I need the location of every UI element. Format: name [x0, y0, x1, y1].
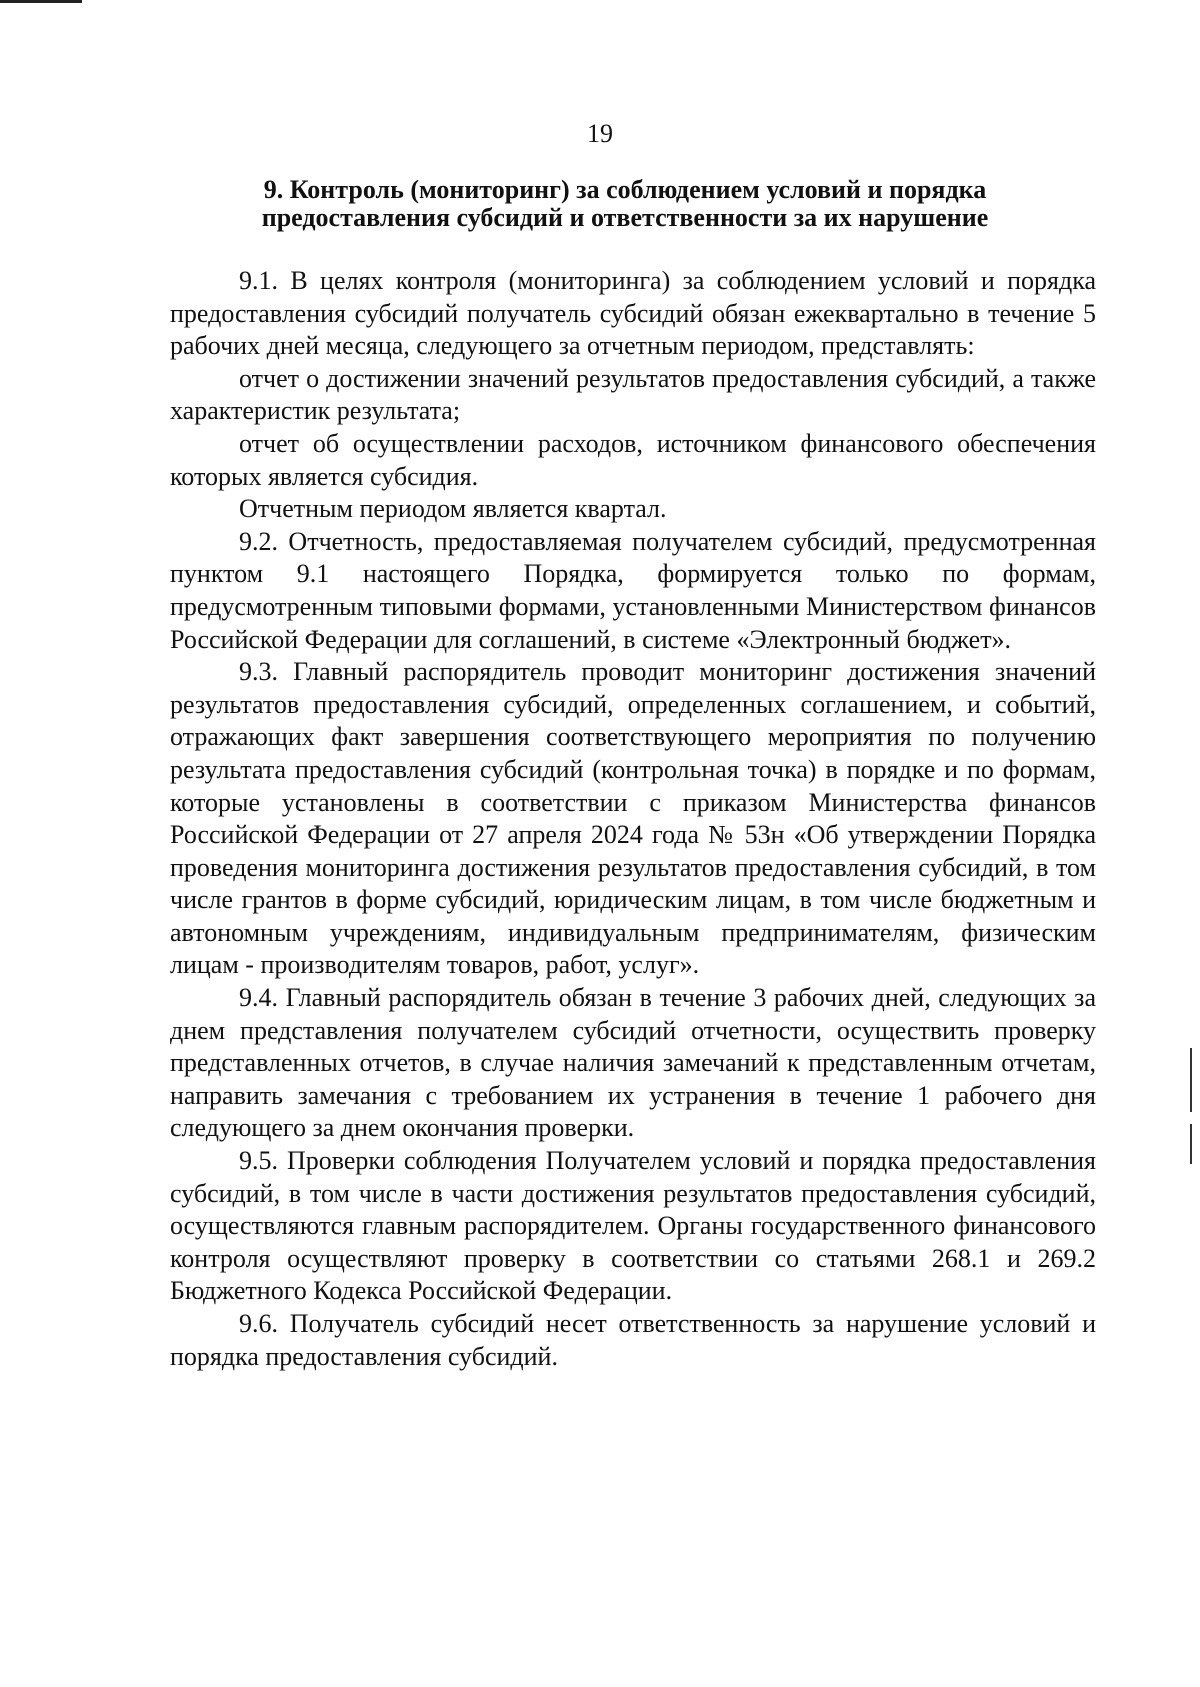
section-title-line: 9. Контроль (мониторинг) за соблюдением условий и порядка: [263, 175, 987, 204]
page-number: 19: [587, 119, 613, 148]
scan-edge-mark: [0, 0, 82, 3]
document-body: [170, 265, 1096, 1373]
paragraph-9-6: 9.6. Получатель субсидий несет ответственность за нарушение условий и порядка предоставления субсидий.: [170, 1309, 1096, 1371]
paragraph-9-1: 9.1. В целях контроля (мониторинга) за соблюдением условий и порядка предоставления субсидий получатель субсидий обязан ежеквартально в течение 5 рабочих дней месяца, следующего за отчетным периодом, представлять:: [170, 266, 1096, 361]
paragraph-9-4: 9.4. Главный распорядитель обязан в течение 3 рабочих дней, следующих за днем представления получателем субсидий отчетности, осуществить проверку представленных отчетов, в случае наличия замечаний к представленным отчетам, направить замечания с требованием их устранения в течение 1 рабочего дня следующего за днем окончания проверки.: [170, 983, 1096, 1143]
paragraph-9-2: 9.2. Отчетность, предоставляемая получателем субсидий, предусмотренная пунктом 9.1 настоящего Порядка, формируется только по формам, предусмотренным типовыми формами, установленными Министерством финансов Российской Федерации для соглашений, в системе «Электронный бюджет».: [170, 526, 1096, 654]
paragraph-report-results: отчет о достижении значений результатов предоставления субсидий, а также характеристик результата;: [170, 363, 1096, 426]
section-title-line: предоставления субсидий и ответственности за их нарушение: [261, 203, 989, 232]
paragraph-report-expenses: отчет об осуществлении расходов, источником финансового обеспечения которых является субсидия.: [170, 428, 1096, 491]
scan-edge-mark: [1190, 1048, 1192, 1112]
scan-edge-mark: [1190, 1124, 1192, 1164]
paragraph-9-5: 9.5. Проверки соблюдения Получателем условий и порядка предоставления субсидий, в том числе в части достижения результатов предоставления субсидий, осуществляются главным распорядителем. Органы государственного финансового контроля осуществляют проверку в соответствии со статьями 268.1 и 269.2 Бюджетного Кодекса Российской Федерации.: [170, 1146, 1096, 1306]
paragraph-9-3: 9.3. Главный распорядитель проводит мониторинг достижения значений результатов предоставления субсидий, определенных соглашением, и событий, отражающих факт завершения соответствующего мероприятия по получению результата предоставления субсидий (контрольная точка) в порядке и по формам, которые установлены в соответствии с приказом Министерства финансов Российской Федерации от 27 апреля 2024 года № 53н «Об утверждении Порядка проведения мониторинга достижения результатов предоставления субсидий, в том числе грантов в форме субсидий, юридическим лицам, в том числе бюджетным и автономным учреждениям, индивидуальным предпринимателям, физическим лицам - производителям товаров, работ, услуг».: [170, 657, 1096, 980]
section-title: [170, 176, 1080, 232]
paragraph-reporting-period: Отчетным периодом является квартал.: [239, 494, 667, 524]
